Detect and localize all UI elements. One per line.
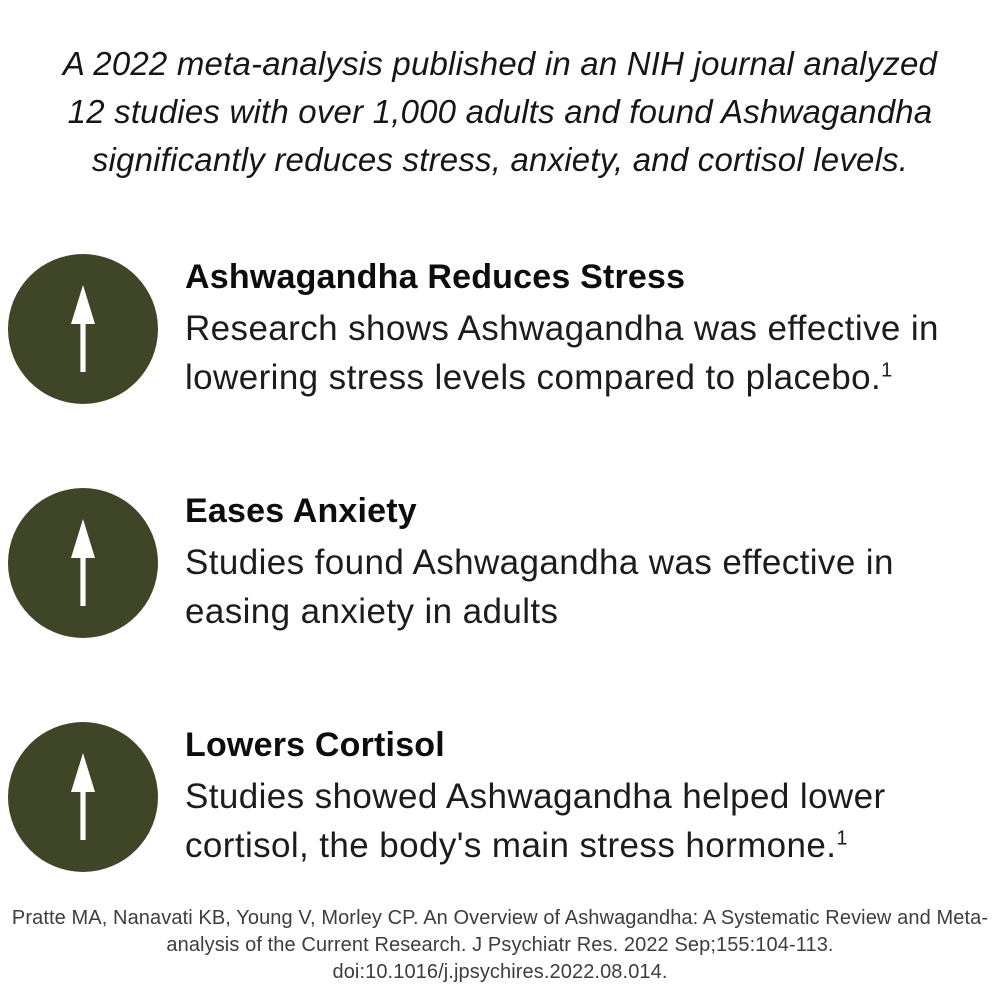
benefit-text-block — [185, 722, 1000, 870]
benefit-text-block — [185, 254, 1000, 402]
benefit-title: Eases Anxiety — [185, 492, 417, 530]
benefits-list — [8, 254, 1000, 956]
arrow-up-circle-icon — [8, 722, 158, 872]
benefit-description — [185, 538, 1000, 636]
citation-line: analysis of the Current Research. J Psychiatr Res. 2022 Sep;155:104-113. doi:10.1016/j.jpsychires.2022.08.014. — [166, 934, 834, 983]
arrow-up-circle-icon — [8, 488, 158, 638]
benefit-body-text: Studies found Ashwagandha was effective in easing anxiety in adults — [185, 543, 894, 631]
arrow-up-circle-icon — [8, 254, 158, 404]
benefit-title: Ashwagandha Reduces Stress — [185, 258, 686, 296]
benefit-text-block — [185, 488, 1000, 636]
citation-line: Pratte MA, Nanavati KB, Young V, Morley CP. An Overview of Ashwagandha: A Systematic Review and Meta- — [11, 907, 989, 929]
benefit-row-reduces-stress — [8, 254, 1000, 404]
citation-footer — [0, 905, 1000, 986]
benefit-description — [185, 772, 1000, 870]
footnote-marker: 1 — [881, 359, 893, 382]
intro-text: A 2022 meta-analysis published in an NIH journal analyzed 12 studies with over 1,000 adults and found Ashwagandha significantly reduces stress, anxiety, and cortisol levels. — [62, 45, 938, 178]
benefit-description — [185, 304, 1000, 402]
benefit-body-text: Research shows Ashwagandha was effective in lowering stress levels compared to placebo. — [185, 309, 939, 397]
benefit-row-lowers-cortisol — [8, 722, 1000, 872]
benefit-row-eases-anxiety — [8, 488, 1000, 638]
header-intro — [0, 0, 1000, 184]
benefit-body-text: Studies showed Ashwagandha helped lower cortisol, the body's main stress hormone. — [185, 777, 886, 865]
footnote-marker: 1 — [836, 827, 848, 850]
benefit-title: Lowers Cortisol — [185, 726, 445, 764]
